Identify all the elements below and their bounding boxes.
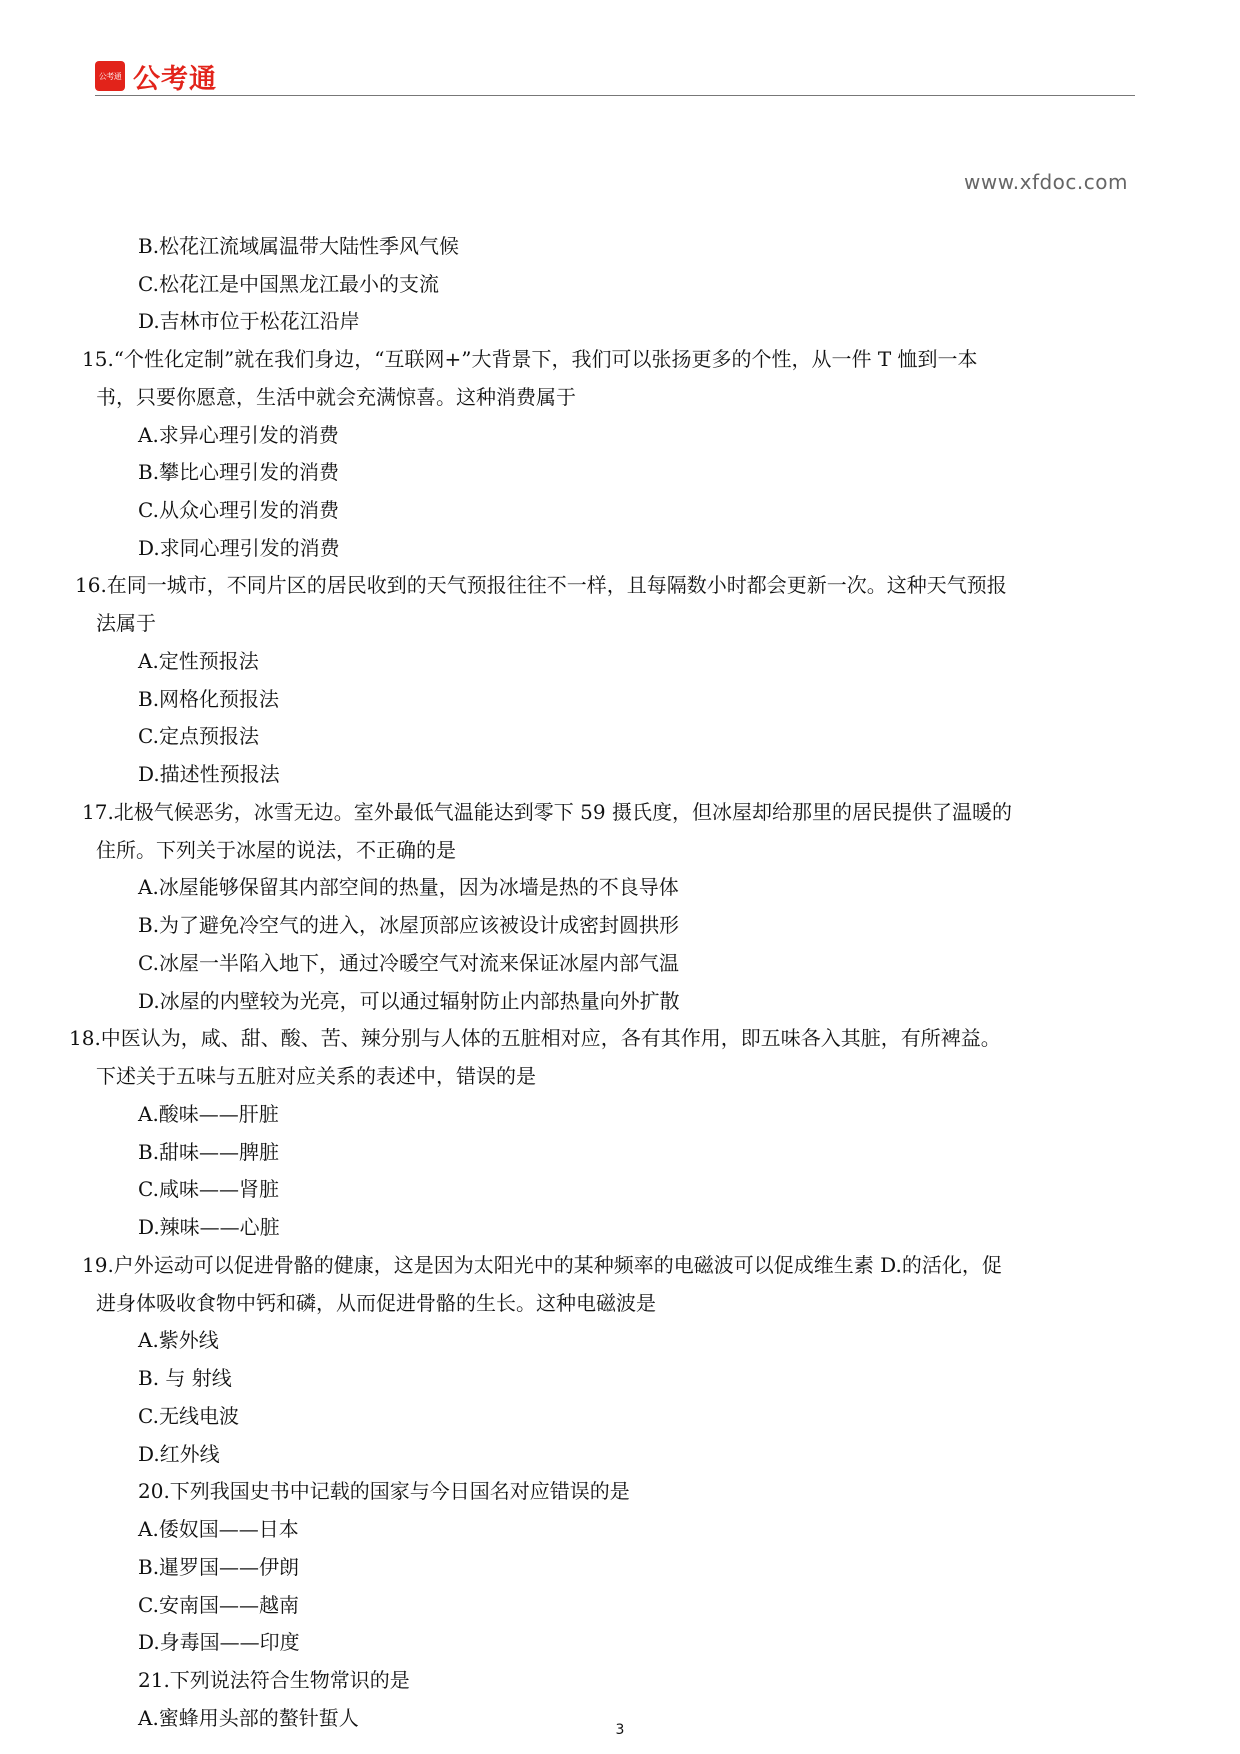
question-line: 20.下列我国史书中记载的国家与今日国名对应错误的是 <box>138 1479 630 1503</box>
brand-name: 公考通 <box>133 63 217 95</box>
option-line: B. 与 射线 <box>138 1366 232 1390</box>
option-line: A.紫外线 <box>138 1328 219 1352</box>
brand-logo-icon: 公考通 <box>95 61 125 91</box>
option-line: D.求同心理引发的消费 <box>138 536 340 560</box>
option-line: B.攀比心理引发的消费 <box>138 460 340 484</box>
header-divider <box>95 95 1135 96</box>
text-line: C.松花江是中国黑龙江最小的支流 <box>138 272 439 296</box>
option-line: D.描述性预报法 <box>138 762 280 786</box>
brand-header <box>95 58 217 94</box>
option-line: C.冰屋一半陷入地下，通过冷暖空气对流来保证冰屋内部气温 <box>138 951 679 975</box>
question-line: 17.北极气候恶劣，冰雪无边。室外最低气温能达到零下 59 摄氏度，但冰屋却给那里的居民提供了温暖的 <box>82 800 1012 824</box>
text-line: 住所。下列关于冰屋的说法，不正确的是 <box>96 838 456 862</box>
option-line: D.辣味——心脏 <box>138 1215 280 1239</box>
option-line: A.定性预报法 <box>138 649 259 673</box>
option-line: A.倭奴国——日本 <box>138 1517 299 1541</box>
option-line: B.暹罗国——伊朗 <box>138 1555 300 1579</box>
text-line: 书，只要你愿意，生活中就会充满惊喜。这种消费属于 <box>96 385 576 409</box>
option-line: C.咸味——肾脏 <box>138 1177 279 1201</box>
question-line: 19.户外运动可以促进骨骼的健康，这是因为太阳光中的某种频率的电磁波可以促成维生素 D.的活化，促 <box>82 1253 1002 1277</box>
text-line: 下述关于五味与五脏对应关系的表述中，错误的是 <box>96 1064 536 1088</box>
option-line: C.从众心理引发的消费 <box>138 498 339 522</box>
question-line: 21.下列说法符合生物常识的是 <box>138 1668 410 1692</box>
option-line: D.红外线 <box>138 1442 220 1466</box>
question-line: 15.“个性化定制”就在我们身边，“互联网+”大背景下，我们可以张扬更多的个性，从一件 T 恤到一本 <box>82 347 978 371</box>
option-line: B.为了避免冷空气的进入，冰屋顶部应该被设计成密封圆拱形 <box>138 913 680 937</box>
question-line: 18.中医认为，咸、甜、酸、苦、辣分别与人体的五脏相对应，各有其作用，即五味各入其脏，有所裨益。 <box>69 1026 1001 1050</box>
option-line: C.安南国——越南 <box>138 1593 299 1617</box>
option-line: C.定点预报法 <box>138 724 259 748</box>
text-line: 进身体吸收食物中钙和磷，从而促进骨骼的生长。这种电磁波是 <box>96 1291 656 1315</box>
option-line: A.求异心理引发的消费 <box>138 423 339 447</box>
page-number: 3 <box>615 1722 625 1738</box>
site-url: www.xfdoc.com <box>964 170 1128 194</box>
option-line: B.甜味——脾脏 <box>138 1140 280 1164</box>
option-line: A.冰屋能够保留其内部空间的热量，因为冰墙是热的不良导体 <box>138 875 679 899</box>
text-line: D.吉林市位于松花江沿岸 <box>138 309 360 333</box>
text-line: 法属于 <box>96 611 156 635</box>
text-line: B.松花江流域属温带大陆性季风气候 <box>138 234 460 258</box>
option-line: C.无线电波 <box>138 1404 239 1428</box>
option-line: B.网格化预报法 <box>138 687 280 711</box>
option-line: A.蜜蜂用头部的螯针蜇人 <box>138 1706 359 1730</box>
question-line: 16.在同一城市，不同片区的居民收到的天气预报往往不一样，且每隔数小时都会更新一次。这种天气预报 <box>75 573 1007 597</box>
option-line: D.身毒国——印度 <box>138 1630 300 1654</box>
option-line: D.冰屋的内壁较为光亮，可以通过辐射防止内部热量向外扩散 <box>138 989 680 1013</box>
option-line: A.酸味——肝脏 <box>138 1102 279 1126</box>
